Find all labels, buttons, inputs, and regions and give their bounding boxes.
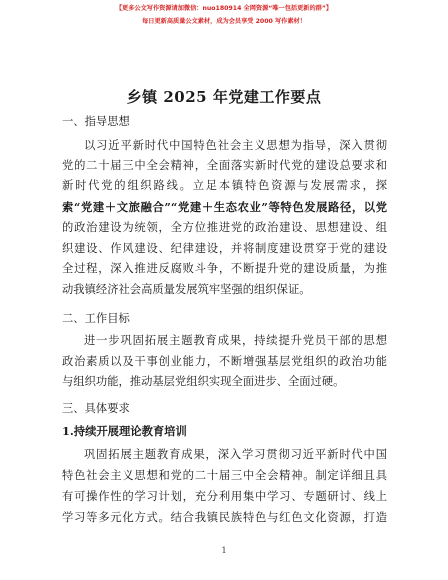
paragraph-line: 的政治建设为统领，全方位推进党的政治建设、思想建设、组 <box>62 221 387 234</box>
paragraph-line: 与组织功能，推动基层党组织实现全面进步、全面过硬。 <box>62 375 345 388</box>
paragraph-line: 巩固拓展主题教育成果，深入学习贯彻习近平新时代中国 <box>84 448 387 461</box>
paragraph-line: 全过程，深入推进反腐败斗争，不断提升党的建设质量，为推 <box>62 262 387 275</box>
subheading-theory-training: 1.持续开展理论教育培训 <box>62 424 187 438</box>
paragraph-line: 新时代党的组织路线。立足本镇特色资源与发展需求，探 <box>62 179 387 192</box>
paragraph-line: 政治素质以及干事创业能力，不断增强基层党组织的政治功能 <box>62 355 387 368</box>
document-title: 乡镇 2025 年党建工作要点 <box>126 88 322 106</box>
paragraph-line: 特色社会主义思想和党的二十届三中全会精神。制定详细且具 <box>62 469 387 482</box>
page-number: 1 <box>221 546 227 555</box>
paragraph-line: 动我镇经济社会高质量发展筑牢坚强的组织保证。 <box>62 283 311 296</box>
section-heading-guiding-thought: 一、指导思想 <box>62 115 130 128</box>
paragraph-line: 索“党建＋文旅融合”“党建＋生态农业”等特色发展路径，以党 <box>62 200 387 214</box>
paragraph-line: 织建设、作风建设、纪律建设，并将制度建设贯穿于党的建设 <box>62 242 387 255</box>
paragraph-line: 有可操作性的学习计划，充分利用集中学习、专题研讨、线上 <box>62 490 387 503</box>
promo-banner <box>0 3 448 28</box>
paragraph-line: 进一步巩固拓展主题教育成果，持续提升党员干部的思想 <box>84 334 387 347</box>
paragraph-line: 学习等多元化方式。结合我镇民族特色与红色文化资源，打造 <box>62 511 387 524</box>
paragraph-line: 党的二十届三中全会精神，全面落实新时代党的建设总要求和 <box>62 159 387 172</box>
promo-banner-line2: 每日更新高质量公文素材，成为会员享受 2000 写作素材！ <box>142 18 306 25</box>
section-heading-work-goals: 二、工作目标 <box>62 312 130 325</box>
section-heading-requirements: 三、具体要求 <box>62 402 130 415</box>
paragraph-line: 以习近平新时代中国特色社会主义思想为指导，深入贯彻 <box>84 139 387 152</box>
promo-banner-line1: 【更多公文写作资源请加微信：nuo180914 全网资源“唯一包括更新的群”】 <box>115 5 333 12</box>
